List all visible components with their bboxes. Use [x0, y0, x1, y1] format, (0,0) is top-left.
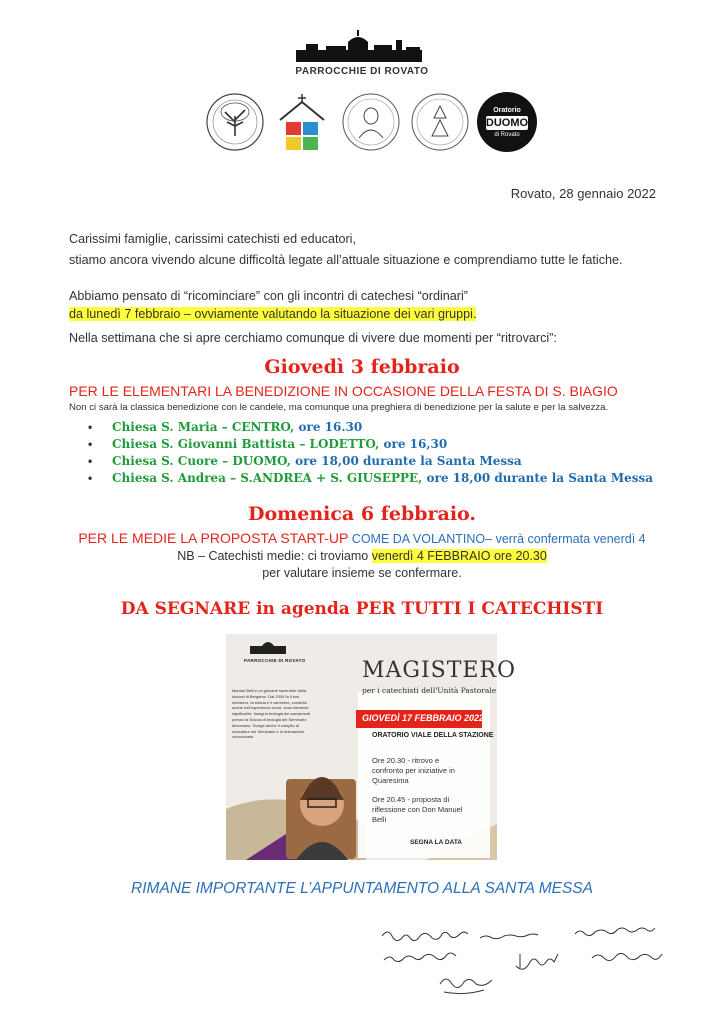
list-item: • Chiesa S. Giovanni Battista – LODETTO, ore 16,30: [88, 436, 653, 453]
intro-paragraph-2: Abbiamo pensato di “ricominciare” con gli incontri di catechesi “ordinari”: [69, 289, 468, 303]
nb-line-2: per valutare insieme se confermare.: [262, 566, 462, 580]
parish-madonna-logo: [341, 92, 401, 152]
nb-highlight: venerdì 4 FEBBRAIO ore 20.30: [371, 549, 547, 563]
list-item: • Chiesa S. Maria – CENTRO, ore 16.30: [88, 419, 653, 436]
intro-paragraph-3: Nella settimana che si apre cerchiamo comunque di vivere due momenti per “ritrovarci”:: [69, 331, 557, 345]
intro-highlight: [69, 306, 657, 323]
event1-note: Non ci sarà la classica benedizione con le candele, ma comunque una preghiera di benedizione per la salute e per la salvezza.: [69, 402, 609, 413]
parish-logos: [0, 92, 724, 156]
agenda-title: DA SEGNARE in agenda PER TUTTI I CATECHISTI: [120, 599, 604, 619]
greeting: Carissimi famiglie, carissimi catechisti ed educatori,: [69, 232, 356, 246]
church-skyline-logo: [296, 30, 422, 62]
oratorio-lodetto-logo: [205, 92, 265, 152]
list-item: • Chiesa S. Cuore – DUOMO, ore 18,00 durante la Santa Messa: [88, 453, 653, 470]
magistero-poster: [226, 634, 517, 860]
header-title: PARROCCHIE DI ROVATO: [295, 66, 429, 77]
priest-signatures: [380, 922, 700, 1002]
duomo-logo-top: Oratorio: [493, 107, 521, 114]
duomo-logo-main: DUOMO: [485, 117, 529, 129]
event2-subtitle-note: COME DA VOLANTINO– verrà confermata venerdì 4: [348, 532, 646, 546]
poster-subtitle: per i catechisti dell'Unità Pastorale: [362, 686, 497, 695]
poster-item-1: Ore 20.30 - ritrovo e confronto per iniziative in Quaresima: [372, 756, 455, 785]
intro-paragraph-1: stiamo ancora vivendo alcune difficoltà legate all’attuale situazione e comprendiamo tutte le fatiche.: [69, 253, 623, 267]
parish-saint-logo: [410, 92, 470, 152]
event2-subtitle-line: [0, 530, 724, 548]
nb-line: [0, 549, 724, 563]
event1-title: Giovedì 3 febbraio: [264, 356, 460, 378]
event2-subtitle: PER LE MEDIE LA PROPOSTA START-UP: [78, 530, 349, 546]
poster-place: ORATORIO VIALE DELLA STAZIONE: [372, 732, 494, 739]
nb-prefix: NB – Catechisti medie: ci troviamo: [177, 549, 372, 563]
duomo-logo-bottom: di Rovato: [494, 132, 520, 138]
poster-bio: Manuel Belli è un giovane sacerdote della diocesi di Bergamo. Dal 2009 fa il suo ministero, la strada e il cammino, condivisi anche nell'esperienza scout, sono elementi significativi. Insegna teologia dei sacramenti presso la Scuola di teologia del Seminario diocesano. Svolge anche il compito di educatore nel Seminario e di animazione vocazionale.: [232, 688, 311, 740]
highlighted-text: da lunedì 7 febbraio – ovviamente valutando la situazione dei vari gruppi.: [69, 307, 477, 321]
footer-message: RIMANE IMPORTANTE L’APPUNTAMENTO ALLA SANTA MESSA: [131, 880, 593, 897]
poster-cta: SEGNA LA DATA: [410, 839, 462, 846]
poster-org: PARROCCHIE DI ROVATO: [244, 658, 306, 663]
poster-item-2: Ore 20.45 - proposta di riflessione con Don Manuel Belli: [372, 795, 463, 824]
event2-title: Domenica 6 febbraio.: [247, 503, 477, 525]
event1-subtitle: PER LE ELEMENTARI LA BENEDIZIONE IN OCCASIONE DELLA FESTA DI S. BIAGIO: [69, 383, 618, 399]
poster-title: MAGISTERO: [362, 658, 517, 683]
letter-date: Rovato, 28 gennaio 2022: [510, 186, 656, 201]
list-item: • Chiesa S. Andrea – S.ANDREA + S. GIUSEPPE, ore 18,00 durante la Santa Messa: [88, 470, 653, 487]
puzzle-cross-logo: [272, 92, 332, 152]
church-list: [88, 419, 653, 487]
poster-date: GIOVEDÌ 17 FEBBRAIO 2022: [362, 713, 485, 723]
